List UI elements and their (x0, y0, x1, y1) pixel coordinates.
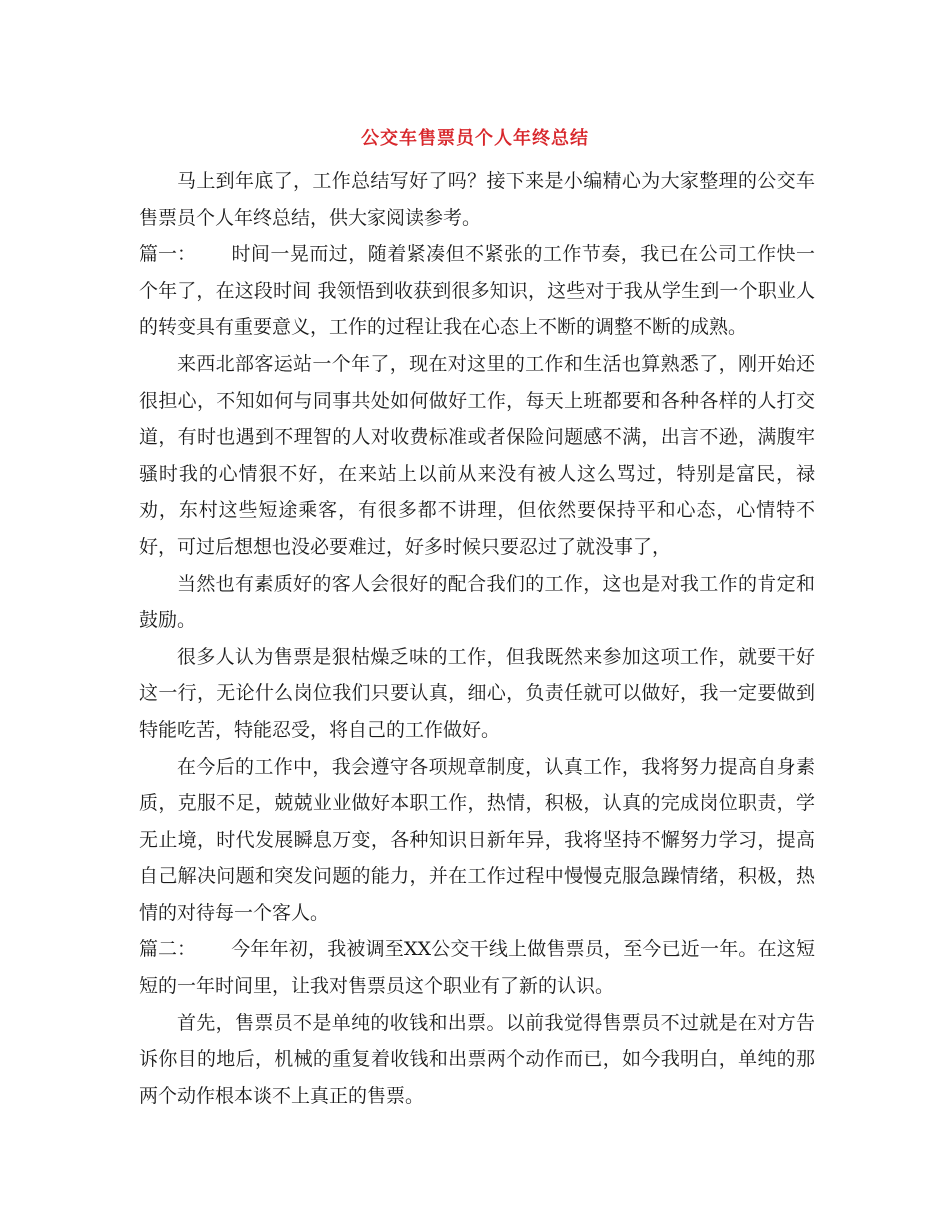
section-1-lead (139, 236, 815, 346)
document-title: 公交车售票员个人年终总结 (361, 128, 589, 149)
section-1-lead-text: 时间一晃而过，随着紧凑但不紧张的工作节奏，我已在公司工作快一个年了，在这段时间 我领悟到收获到很多知识，这些对于我从学生到一个职业人的转变具有重要意义，工作的过程让我在心态上不断的调整不断的成熟。 (139, 243, 815, 339)
section-1-paragraph: 在今后的工作中，我会遵守各项规章制度，认真工作，我将努力提高自身素质，克服不足，兢兢业业做好本职工作，热情，积极，认真的完成岗位职责，学无止境，时代发展瞬息万变，各种知识日新年异，我将坚持不懈努力学习，提高自己解决问题和突发问题的能力，并在工作过程中慢慢克服急躁情绪，积极，热情的对待每一个客人。 (139, 755, 815, 924)
section-2-label: 篇二： (139, 938, 197, 961)
document-body (139, 163, 815, 1114)
section-1-paragraph: 当然也有素质好的客人会很好的配合我们的工作，这也是对我工作的肯定和鼓励。 (139, 572, 815, 632)
section-2-paragraph: 首先，售票员不是单纯的收钱和出票。以前我觉得售票员不过就是在对方告诉你目的地后，机械的重复着收钱和出票两个动作而已，如今我明白，单纯的那两个动作根本谈不上真正的售票。 (139, 1011, 815, 1107)
section-1-paragraph: 很多人认为售票是狠枯燥乏味的工作，但我既然来参加这项工作，就要干好这一行，无论什么岗位我们只要认真，细心，负责任就可以做好，我一定要做到特能吃苦，特能忍受，将自己的工作做好。 (139, 645, 815, 741)
section-2-lead (139, 931, 815, 1004)
section-2-lead-text: 今年年初，我被调至XX公交干线上做售票员，至今已近一年。在这短短的一年时间里，让我对售票员这个职业有了新的认识。 (139, 938, 815, 998)
section-1-paragraph: 来西北部客运站一个年了，现在对这里的工作和生活也算熟悉了，刚开始还很担心，不知如何与同事共处如何做好工作，每天上班都要和各种各样的人打交道，有时也遇到不理智的人对收费标准或者保险问题感不满，出言不逊，满腹牢骚时我的心情狠不好，在来站上以前从来没有被人这么骂过，特别是富民，禄劝，东村这些短途乘客，有很多都不讲理，但依然要保持平和心态，心情特不好，可过后想想也没必要难过，好多时候只要忍过了就没事了， (139, 352, 815, 558)
intro-paragraph: 马上到年底了，工作总结写好了吗？接下来是小编精心为大家整理的公交车售票员个人年终总结，供大家阅读参考。 (139, 170, 815, 229)
section-1-label: 篇一： (139, 243, 197, 266)
